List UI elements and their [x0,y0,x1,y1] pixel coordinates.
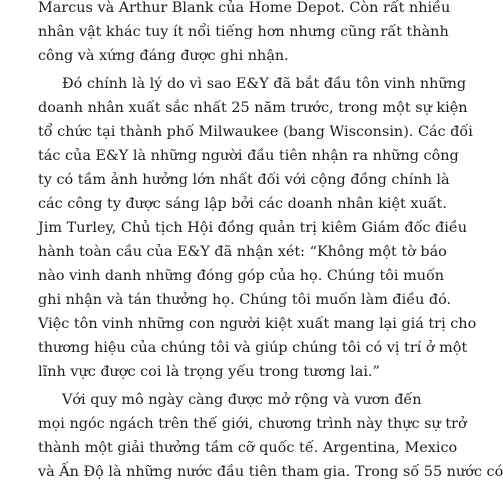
text-line: tác của E&Y là những người đầu tiên nhận ra những công [38,148,459,164]
text-line: mọi ngóc ngách trên thế giới, chương trình này thực sự trở [38,416,467,432]
text-line: nào vinh danh những đóng góp của họ. Chúng tôi muốn [38,268,445,284]
paragraph-first-line: Đó chính là lý do vì sao E&Y đã bắt đầu tôn vinh những [62,76,467,92]
text-line: ghi nhận và tán thưởng họ. Chúng tôi muốn làm điều đó. [38,292,452,308]
text-line: ty có tầm ảnh hưởng lớn nhất đối với cộng đồng chính là [38,172,450,188]
text-line: tổ chức tại thành phố Milwaukee (bang Wisconsin). Các đối [38,124,473,140]
text-line: doanh nhân xuất sắc nhất 25 năm trước, trong một sự kiện [38,100,468,116]
text-line: Marcus và Arthur Blank của Home Depot. Còn rất nhiều [38,0,451,16]
text-line: hành toàn cầu của E&Y đã nhận xét: “Không một tờ báo [38,244,447,260]
text-line: các công ty được sáng lập bởi các doanh nhân kiệt xuất. [38,196,447,212]
text-line: nhân vật khác tuy ít nổi tiếng hơn nhưng cũng rất thành [38,24,449,40]
text-line: lĩnh vực được coi là trọng yếu trong tương lai.” [38,364,380,380]
paragraph-first-line: Với quy mô ngày càng được mở rộng và vươn đến [62,392,422,408]
text-line: thương hiệu của chúng tôi và giúp chúng tôi có vị trí ở một [38,340,468,356]
text-line: công và xứng đáng được ghi nhận. [38,48,289,64]
text-line: Việc tôn vinh những con người kiệt xuất mang lại giá trị cho [38,316,477,332]
text-line: Jim Turley, Chủ tịch Hội đồng quản trị kiêm Giám đốc điều [38,220,467,236]
text-line: và Ấn Độ là những nước đầu tiên tham gia. Trong số 55 nước có [38,464,503,480]
text-line: thành một giải thưởng tầm cỡ quốc tế. Argentina, Mexico [38,440,458,456]
